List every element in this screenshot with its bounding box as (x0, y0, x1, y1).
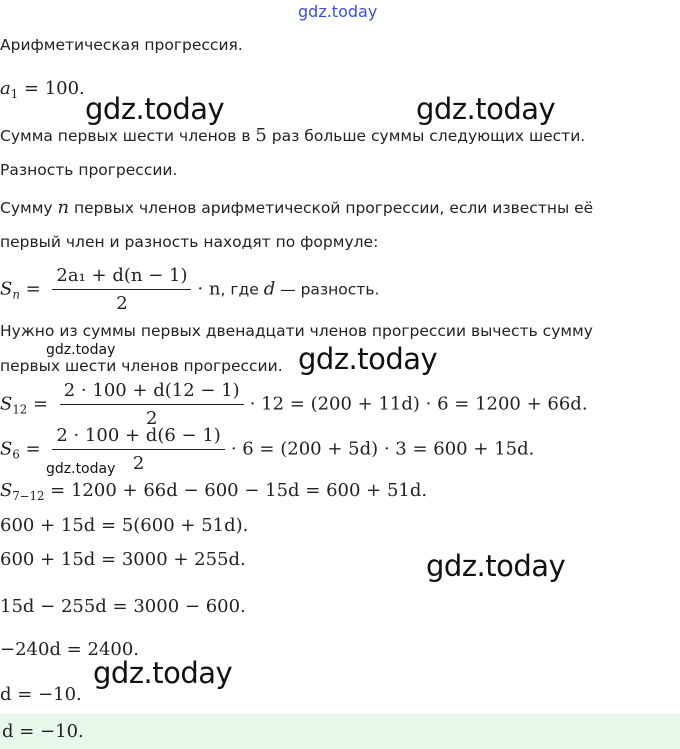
answer-box (0, 714, 680, 749)
condition-text: Сумма первых шести членов в 5 раз больше суммы следующих шести. (0, 125, 586, 146)
equation-line: 600 + 15d = 5(600 + 51d). (0, 515, 249, 536)
equation-line: 15d − 255d = 3000 − 600. (0, 596, 246, 617)
given-a1: $a_1 = 100$. (0, 78, 85, 102)
watermark: gdz.today (298, 342, 438, 376)
watermark-top: gdz.today (298, 2, 378, 21)
watermark: gdz.today (46, 342, 116, 358)
formula-intro-2: первый член и разность находят по формуле: (0, 233, 379, 251)
s7-12-equation: $S_{7-12} = 1200 + 66d - 600 - 15d = 600 + 51d$. (0, 480, 428, 504)
answer-value: d = −10. (2, 721, 84, 742)
heading: Арифметическая прогрессия. (0, 36, 243, 54)
watermark: gdz.today (93, 656, 233, 690)
equation-line: −240d = 2400. (0, 639, 140, 660)
plan-text-2: первых шести членов прогрессии. (0, 357, 283, 375)
equation-line: 600 + 15d = 3000 + 255d. (0, 549, 246, 570)
s6-equation: $S_6$ = $\frac{2 \cdot 100 + d(6 - 1)}{2}$ · 6 = (200 + 5d) · 3 = 600 + 15d. (0, 425, 535, 474)
find-text: Разность прогрессии. (0, 161, 178, 179)
formula-intro: Сумму n первых членов арифметической прогрессии, если известны её (0, 197, 594, 218)
sum-formula: $S_n$ = $\frac{\text{2a₁ + d(n − 1)}}{2}$ · n, где d — разность. (0, 265, 380, 314)
watermark: gdz.today (426, 549, 566, 583)
watermark: gdz.today (416, 92, 556, 126)
plan-text-1: Нужно из суммы первых двенадцати членов прогрессии вычесть сумму (0, 322, 593, 340)
watermark: gdz.today (85, 92, 225, 126)
equation-line: d = −10. (0, 684, 82, 705)
s12-equation: $S_{12}$ = $\frac{2 \cdot 100 + d(12 - 1)}{2}$ · 12 = (200 + 11d) · 6 = 1200 + 66d. (0, 380, 588, 429)
watermark: gdz.today (46, 461, 116, 477)
